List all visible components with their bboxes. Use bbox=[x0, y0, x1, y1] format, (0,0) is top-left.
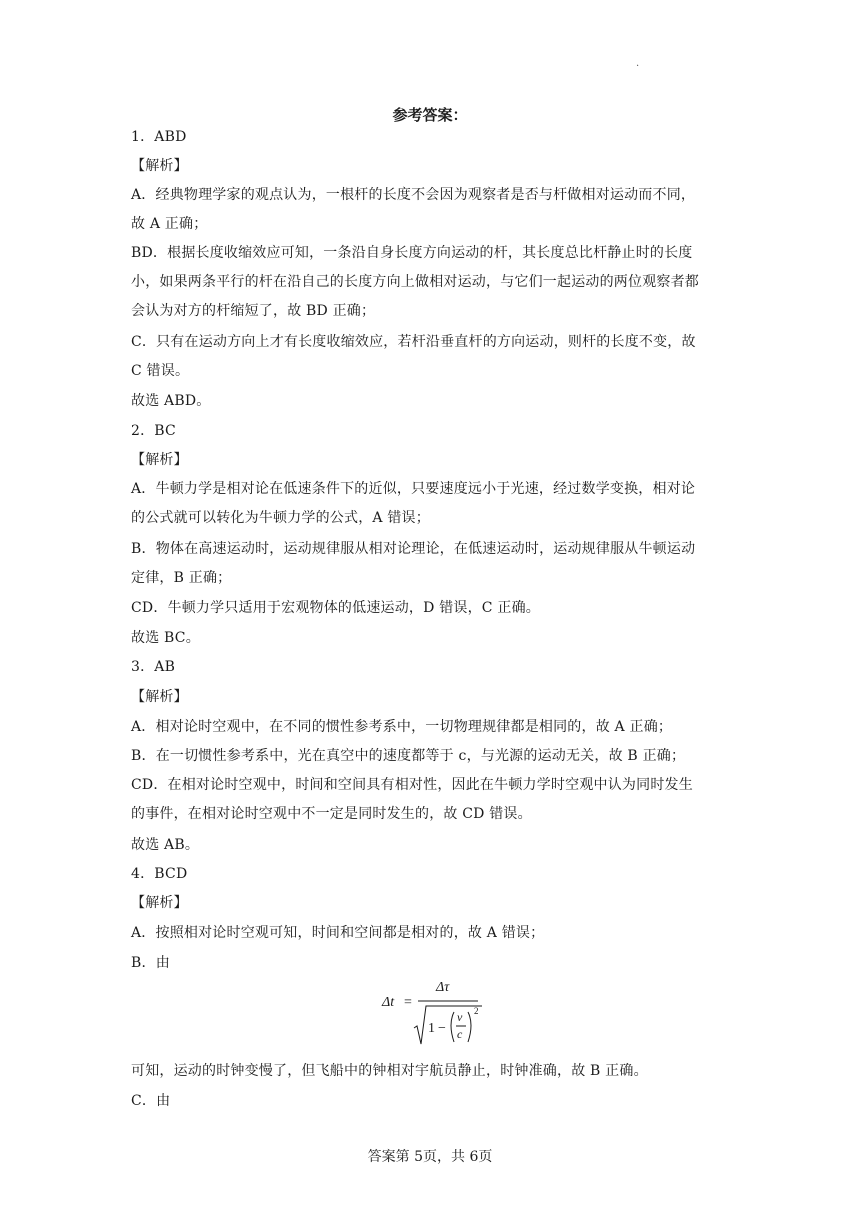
header-mark: . bbox=[636, 58, 640, 69]
q1-conclusion: 故选 ABD。 bbox=[131, 393, 211, 409]
q1-line-bd2: 小，如果两条平行的杆在沿自己的长度方向上做相对运动，与它们一起运动的两位观察者都 bbox=[131, 274, 699, 290]
formula-v: v bbox=[457, 1010, 463, 1024]
q1-line-a1: A．经典物理学家的观点认为，一根杆的长度不会因为观察者是否与杆做相对运动而不同， bbox=[131, 187, 696, 203]
formula-left-paren bbox=[451, 1012, 454, 1042]
q2-line-a1: A．牛顿力学是相对论在低速条件下的近似，只要速度远小于光速，经过数学变换，相对论 bbox=[131, 481, 696, 497]
q1-line-c1: C．只有在运动方向上才有长度收缩效应，若杆沿垂直杆的方向运动，则杆的长度不变，故 bbox=[131, 334, 696, 350]
q4-line-b-intro: B．由 bbox=[131, 955, 170, 971]
formula-minus: − bbox=[438, 1021, 446, 1036]
q2-line-cd: CD．牛顿力学只适用于宏观物体的低速运动，D 错误，C 正确。 bbox=[131, 600, 540, 616]
q4-analysis-label: 【解析】 bbox=[131, 895, 188, 911]
q3-line-a: A．相对论时空观中，在不同的惯性参考系中，一切物理规律都是相同的，故 A 正确； bbox=[131, 719, 673, 735]
q1-line-bd3: 会认为对方的杆缩短了，故 BD 正确； bbox=[131, 303, 376, 319]
q3-line-cd1: CD．在相对论时空观中，时间和空间具有相对性，因此在牛顿力学时空观中认为同时发生 bbox=[131, 777, 693, 793]
q3-line-cd2: 的事件，在相对论时空观中不一定是同时发生的，故 CD 错误。 bbox=[131, 806, 532, 822]
q4-line-a: A．按照相对论时空观可知，时间和空间都是相对的，故 A 错误； bbox=[131, 925, 545, 941]
formula-one: 1 bbox=[428, 1021, 435, 1036]
formula-equals: = bbox=[404, 995, 412, 1010]
q1-answer: 1．ABD bbox=[131, 129, 187, 145]
q1-analysis-label: 【解析】 bbox=[131, 158, 188, 174]
formula-numerator: Δτ bbox=[436, 980, 450, 995]
formula-exponent: 2 bbox=[474, 1006, 479, 1016]
q2-analysis-label: 【解析】 bbox=[131, 452, 188, 468]
q2-line-b1: B．物体在高速运动时，运动规律服从相对论理论，在低速运动时，运动规律服从牛顿运动 bbox=[131, 541, 696, 557]
q3-answer: 3．AB bbox=[131, 659, 176, 675]
q3-conclusion: 故选 AB。 bbox=[131, 837, 200, 853]
answer-title: 参考答案： bbox=[392, 106, 468, 124]
q4-line-b-conclusion: 可知，运动的时钟变慢了，但飞船中的钟相对宇航员静止，时钟准确，故 B 正确。 bbox=[131, 1063, 648, 1079]
q2-line-b2: 定律，B 正确； bbox=[131, 570, 232, 586]
q1-line-a2: 故 A 正确； bbox=[131, 216, 208, 232]
page-footer: 答案第 5页，共 6页 bbox=[367, 1149, 493, 1165]
q1-line-bd1: BD．根据长度收缩效应可知，一条沿自身长度方向运动的杆，其长度总比杆静止时的长度 bbox=[131, 245, 693, 261]
q3-analysis-label: 【解析】 bbox=[131, 689, 188, 705]
q1-line-c2: C 错误。 bbox=[131, 363, 190, 379]
formula-right-paren bbox=[468, 1012, 471, 1042]
q4-line-c-intro: C．由 bbox=[131, 1093, 171, 1109]
q3-line-b: B．在一切惯性参考系中，光在真空中的速度都等于 c，与光源的运动无关，故 B 正确； bbox=[131, 748, 686, 764]
q4-answer: 4．BCD bbox=[131, 866, 188, 882]
formula-c: c bbox=[457, 1027, 463, 1041]
formula-lhs: Δt bbox=[382, 995, 395, 1010]
q2-answer: 2．BC bbox=[131, 423, 176, 439]
time-dilation-formula bbox=[380, 976, 490, 1050]
formula-sqrt-sign bbox=[414, 1006, 482, 1044]
q2-line-a2: 的公式就可以转化为牛顿力学的公式，A 错误； bbox=[131, 510, 430, 526]
q2-conclusion: 故选 BC。 bbox=[131, 630, 200, 646]
